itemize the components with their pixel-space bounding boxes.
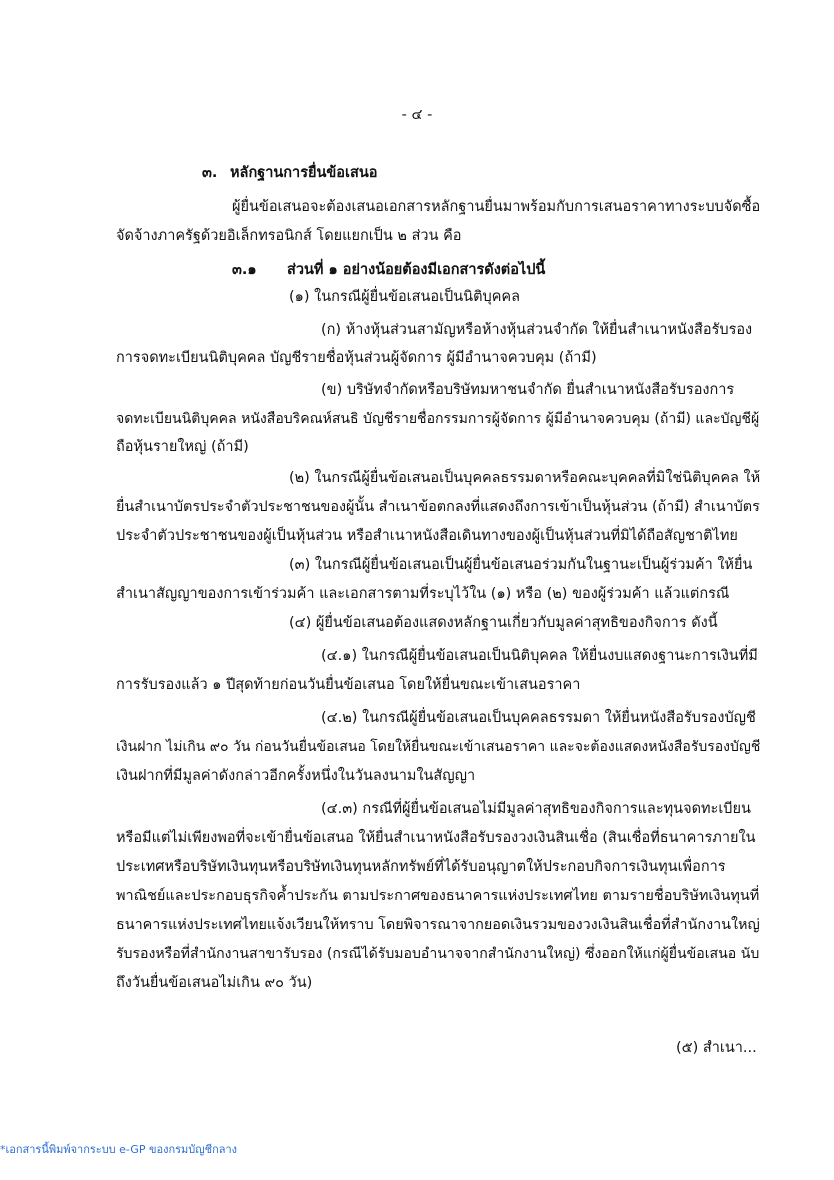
item-4-heading: (๔) ผู้ยื่นข้อเสนอต้องแสดงหลักฐานเกี่ยวกับมูลค่าสุทธิของกิจการ ดังนี้ [289, 615, 718, 631]
item-4-2-line-2: เงินฝาก ไม่เกิน ๙๐ วัน ก่อนวันยื่นข้อเสนอ โดยให้ยื่นขณะเข้าเสนอราคา และจะต้องแสดงหนังสือรับรองบัญชี [116, 739, 761, 755]
section-number: ๓. [202, 165, 218, 181]
item-3-line-1: (๓) ในกรณีผู้ยื่นข้อเสนอเป็นผู้ยื่นข้อเสนอร่วมกันในฐานะเป็นผู้ร่วมค้า ให้ยื่น [289, 557, 753, 573]
item-4-1-line-1: (๔.๑) ในกรณีผู้ยื่นข้อเสนอเป็นนิติบุคคล ให้ยื่นงบแสดงฐานะการเงินที่มี [321, 648, 758, 664]
item-2-line-1: (๒) ในกรณีผู้ยื่นข้อเสนอเป็นบุคคลธรรมดาหรือคณะบุคคลที่มิใช่นิติบุคคล ให้ [289, 470, 761, 486]
continuation-marker: (๕) สำเนา... [676, 1040, 757, 1056]
item-4-3-line-3: ประเทศหรือบริษัทเงินทุนหรือบริษัทเงินทุนหลักทรัพย์ที่ได้รับอนุญาตให้ประกอบกิจการเงินทุนเพื่อการ [116, 859, 726, 875]
item-1a-line-2: การจดทะเบียนนิติบุคคล บัญชีรายชื่อหุ้นส่วนผู้จัดการ ผู้มีอำนาจควบคุม (ถ้ามี) [116, 350, 597, 366]
item-4-3-line-4: พาณิชย์และประกอบธุรกิจค้ำประกัน ตามประกาศของธนาคารแห่งประเทศไทย ตามรายชื่อบริษัทเงินทุนที่ [116, 888, 760, 904]
item-1b-line-1: (ข) บริษัทจำกัดหรือบริษัทมหาชนจำกัด ยื่นสำเนาหนังสือรับรองการ [321, 382, 735, 398]
item-1b-line-2: จดทะเบียนนิติบุคคล หนังสือบริคณห์สนธิ บัญชีรายชื่อกรรมการผู้จัดการ ผู้มีอำนาจควบคุม (ถ้ามี) และบัญชีผู้ [116, 411, 760, 427]
item-4-1-line-2: การรับรองแล้ว ๑ ปีสุดท้ายก่อนวันยื่นข้อเสนอ โดยให้ยื่นขณะเข้าเสนอราคา [116, 677, 581, 693]
intro-line-2: จัดจ้างภาครัฐด้วยอิเล็กทรอนิกส์ โดยแยกเป็น ๒ ส่วน คือ [116, 228, 462, 244]
section-title: หลักฐานการยื่นข้อเสนอ [230, 165, 378, 181]
footer-note: *เอกสารนี้พิมพ์จากระบบ e-GP ของกรมบัญชีกลาง [0, 1143, 238, 1156]
subsection-title: ส่วนที่ ๑ อย่างน้อยต้องมีเอกสารดังต่อไปนี้ [287, 262, 546, 278]
item-1a-line-1: (ก) ห้างหุ้นส่วนสามัญหรือห้างหุ้นส่วนจำกัด ให้ยื่นสำเนาหนังสือรับรอง [321, 322, 753, 338]
item-3-line-2: สำเนาสัญญาของการเข้าร่วมค้า และเอกสารตามที่ระบุไว้ใน (๑) หรือ (๒) ของผู้ร่วมค้า แล้วแต่กรณี [116, 586, 730, 602]
intro-line-1: ผู้ยื่นข้อเสนอจะต้องเสนอเอกสารหลักฐานยื่นมาพร้อมกับการเสนอราคาทางระบบจัดซื้อ [232, 199, 761, 215]
item-2-line-2: ยื่นสำเนาบัตรประจำตัวประชาชนของผู้นั้น สำเนาข้อตกลงที่แสดงถึงการเข้าเป็นหุ้นส่วน (ถ้ามี) สำเนาบัตร [116, 499, 760, 515]
item-4-3-line-6: รับรองหรือที่สำนักงานสาขารับรอง (กรณีได้รับมอบอำนาจจากสำนักงานใหญ่) ซึ่งออกให้แก่ผู้ยื่นข้อเสนอ นับ [116, 946, 760, 962]
subsection-number: ๓.๑ [232, 262, 257, 278]
item-1-heading: (๑) ในกรณีผู้ยื่นข้อเสนอเป็นนิติบุคคล [289, 289, 520, 305]
item-4-3-line-7: ถึงวันยื่นข้อเสนอไม่เกิน ๙๐ วัน) [116, 975, 313, 991]
item-4-3-line-2: หรือมีแต่ไม่เพียงพอที่จะเข้ายื่นข้อเสนอ ให้ยื่นสำเนาหนังสือรับรองวงเงินสินเชื่อ (สินเชื่อที่ธนาคารภายใน [116, 830, 756, 846]
item-2-line-3: ประจำตัวประชาชนของผู้เป็นหุ้นส่วน หรือสำเนาหนังสือเดินทางของผู้เป็นหุ้นส่วนที่มิได้ถือสัญชาติไทย [116, 528, 738, 544]
item-4-3-line-1: (๔.๓) กรณีที่ผู้ยื่นข้อเสนอไม่มีมูลค่าสุทธิของกิจการและทุนจดทะเบียน [321, 801, 751, 817]
item-4-2-line-1: (๔.๒) ในกรณีผู้ยื่นข้อเสนอเป็นบุคคลธรรมดา ให้ยื่นหนังสือรับรองบัญชี [321, 710, 756, 726]
item-4-2-line-3: เงินฝากที่มีมูลค่าดังกล่าวอีกครั้งหนึ่งในวันลงนามในสัญญา [116, 768, 476, 784]
item-4-3-line-5: ธนาคารแห่งประเทศไทยแจ้งเวียนให้ทราบ โดยพิจารณาจากยอดเงินรวมของวงเงินสินเชื่อที่สำนักงานใหญ่ [116, 917, 760, 933]
page-number: - ๔ - [401, 107, 433, 123]
item-1b-line-3: ถือหุ้นรายใหญ่ (ถ้ามี) [116, 439, 249, 455]
